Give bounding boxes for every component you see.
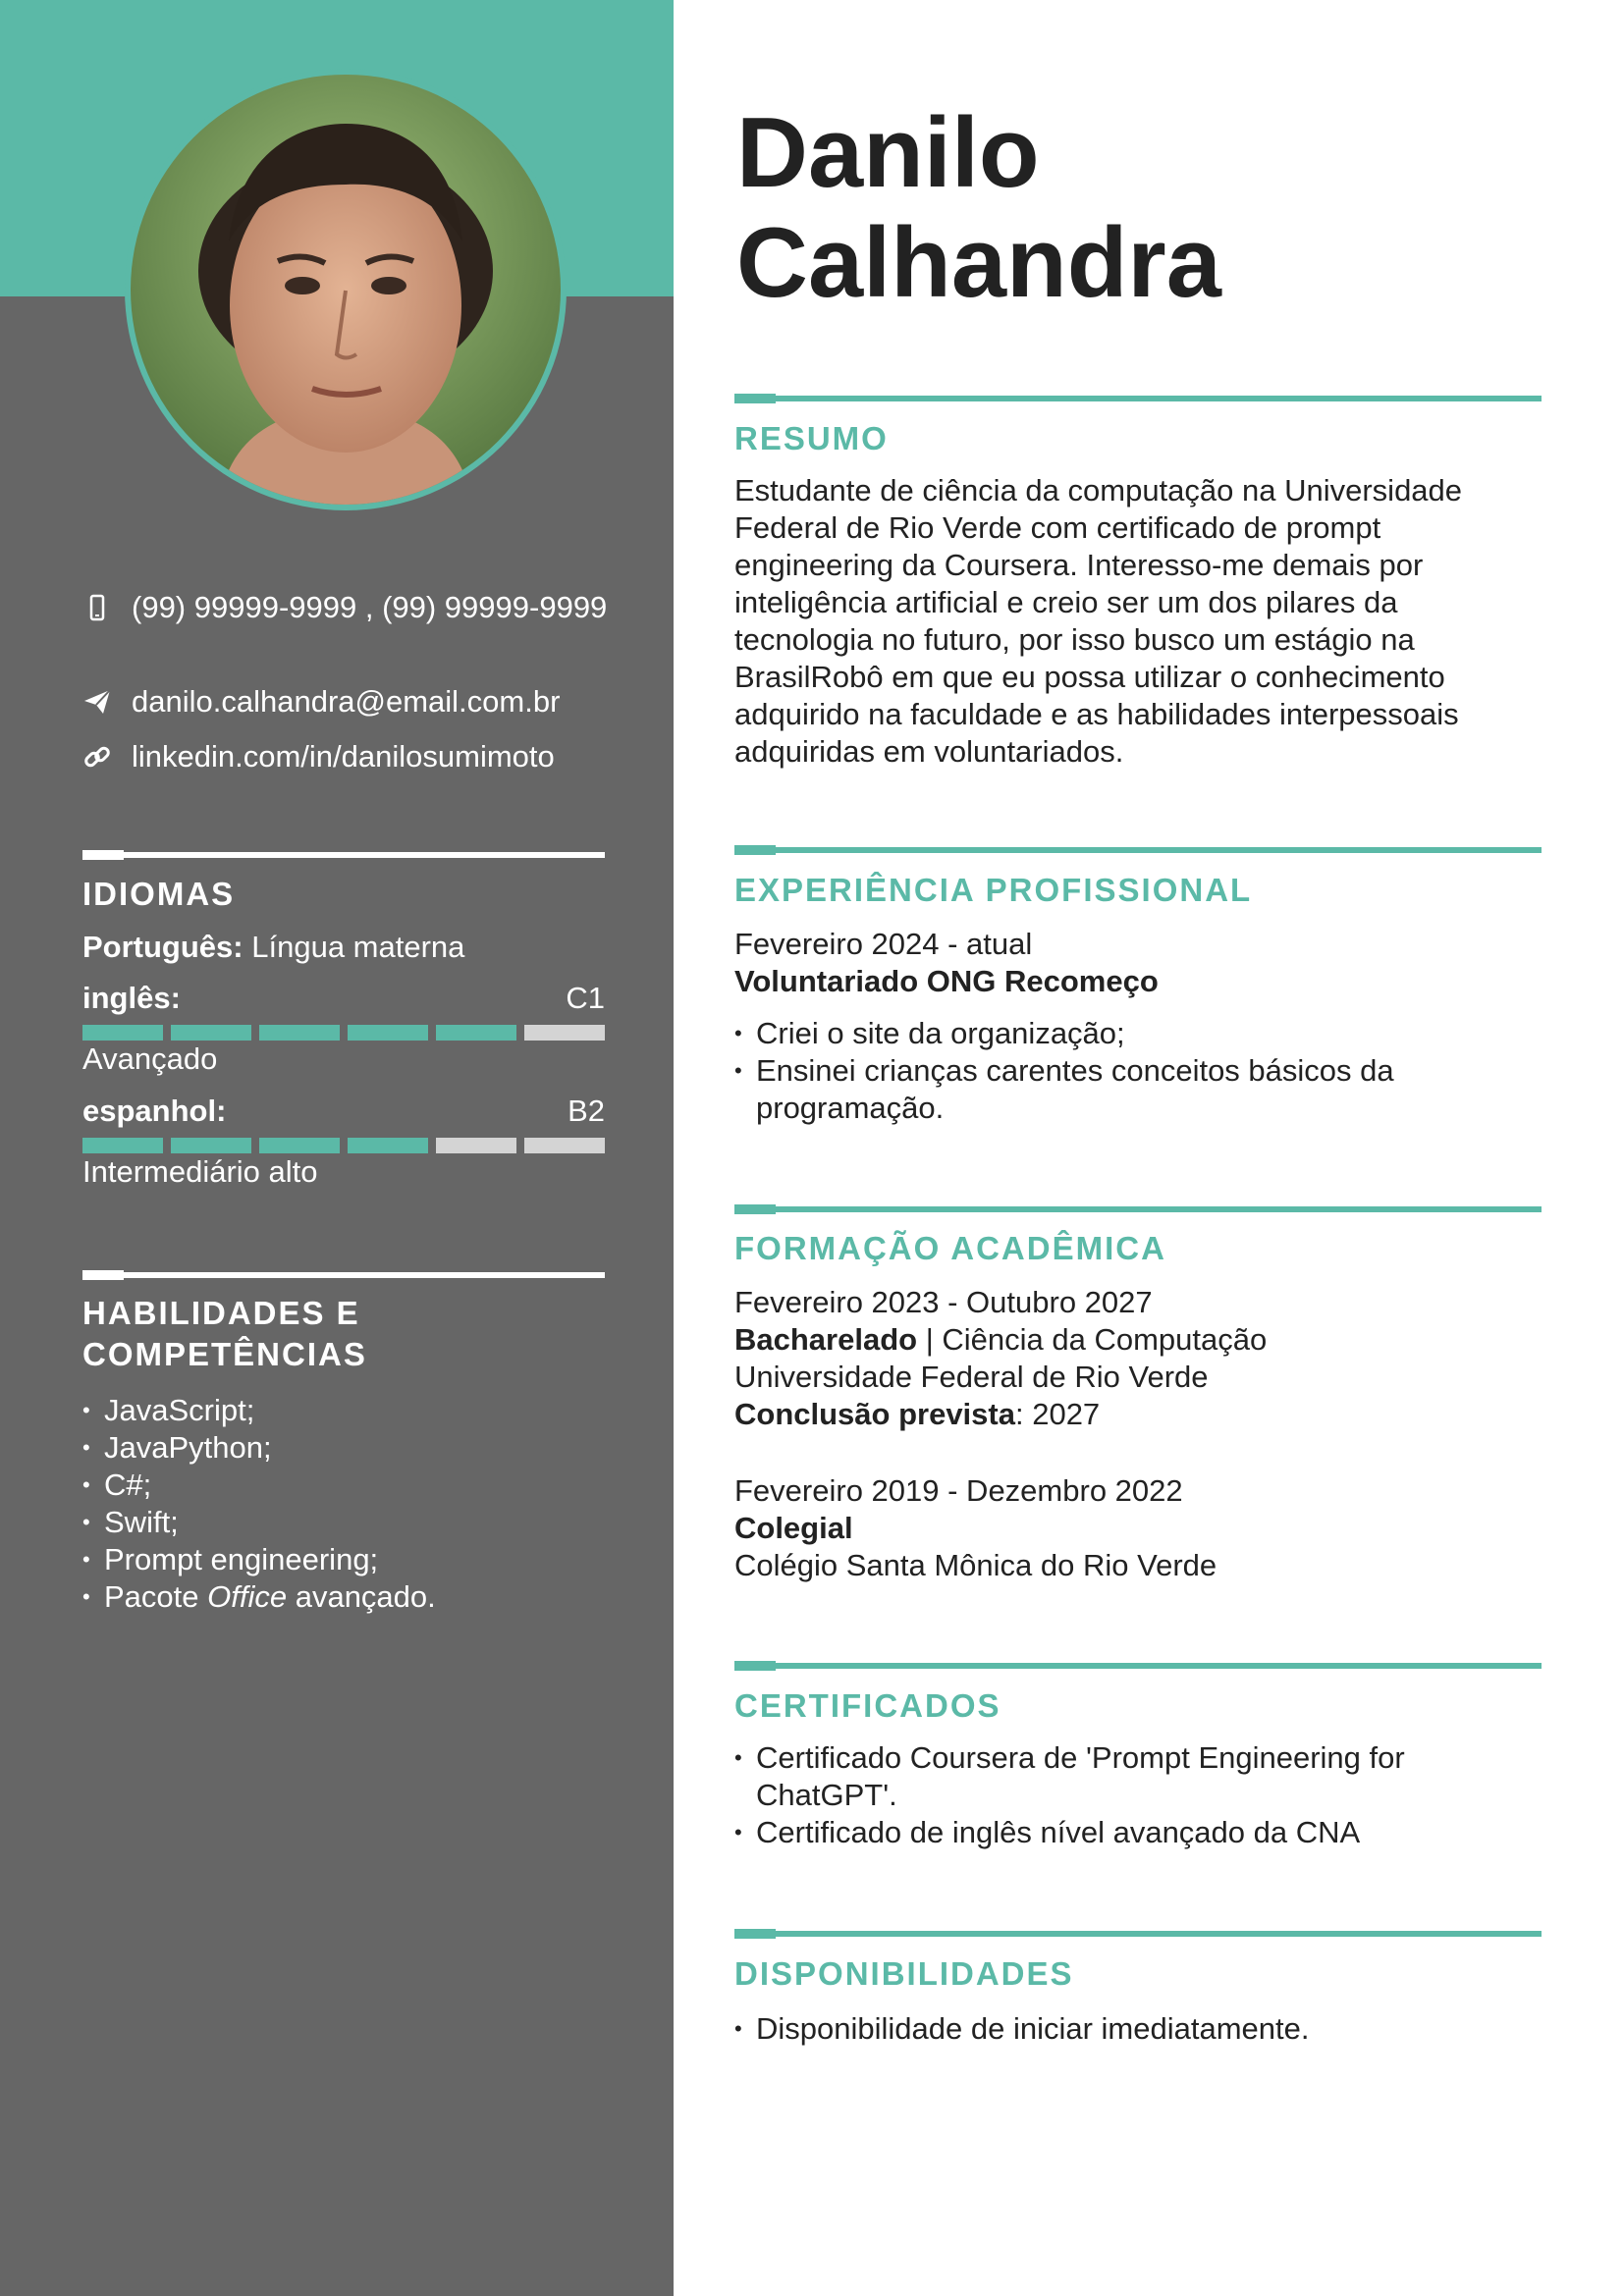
language-level-code: B2 [568, 1094, 605, 1128]
education-degree: Colegial [734, 1511, 853, 1545]
skill-italic: Office [207, 1579, 288, 1614]
experience-period: Fevereiro 2024 - atual [734, 927, 1033, 961]
section-divider [734, 1206, 1542, 1212]
section-divider [734, 1663, 1542, 1669]
skill-prefix: Pacote [104, 1579, 208, 1614]
contact-linkedin[interactable] [82, 738, 613, 775]
language-spanish [82, 1093, 605, 1130]
education-institution: Colégio Santa Mônica do Rio Verde [734, 1548, 1217, 1582]
level-segment-filled [259, 1025, 340, 1041]
completion-value: : 2027 [1014, 1397, 1101, 1431]
languages-heading: IDIOMAS [82, 876, 236, 912]
level-segment-filled [436, 1025, 516, 1041]
level-segment-filled [82, 1025, 163, 1041]
linkedin-link[interactable]: linkedin.com/in/danilosumimoto [132, 739, 555, 774]
education-completion [734, 1396, 1542, 1433]
experience-title: Voluntariado ONG Recomeço [734, 964, 1159, 998]
language-level-text: Intermediário alto [82, 1154, 318, 1189]
language-english [82, 980, 605, 1017]
section-divider [734, 1931, 1542, 1937]
skill-item [82, 1578, 436, 1616]
language-level-text: Avançado [82, 1041, 218, 1076]
language-level-bar [82, 1025, 605, 1041]
skill-item: • C#; [82, 1467, 436, 1504]
language-name: inglês: [82, 981, 181, 1015]
summary-text: Estudante de ciência da computação na Universidade Federal de Rio Verde com certificado de prompt engineering da Coursera. Interesso-me demais por inteligência artificial e creio ser um dos pilares da tecnologia no futuro, por isso busco um estágio na BrasilRobô em que eu possa utilizar o conhecimento adquirido na faculdade e as habilidades interpessoais adquiridas em voluntariados. [734, 473, 1463, 769]
native-language-label: Português: [82, 930, 243, 964]
first-name: Danilo [736, 98, 1040, 208]
skills-heading: HABILIDADES E COMPETÊNCIAS [82, 1295, 367, 1372]
skills-list [82, 1392, 436, 1616]
level-segment-filled [171, 1138, 251, 1153]
contact-phone [82, 589, 613, 626]
section-divider [734, 396, 1542, 401]
avatar [131, 75, 561, 505]
phone-icon [82, 593, 112, 622]
level-segment-filled [171, 1025, 251, 1041]
experience-bullets [734, 1015, 1542, 1127]
experience-bullet: • Criei o site da organização; [734, 1015, 1542, 1052]
level-segment-empty [524, 1138, 605, 1153]
degree-name: Bacharelado [734, 1322, 918, 1357]
email-link[interactable]: danilo.calhandra@email.com.br [132, 684, 561, 719]
last-name: Calhandra [736, 208, 1221, 318]
completion-label: Conclusão prevista [734, 1397, 1015, 1431]
certificate-item: • Certificado Coursera de 'Prompt Engineering for ChatGPT'. [734, 1739, 1542, 1814]
link-icon [82, 742, 112, 772]
availability-list [734, 2010, 1542, 2048]
degree-course: Ciência da Computação [942, 1322, 1268, 1357]
level-segment-filled [82, 1138, 163, 1153]
experience-heading: EXPERIÊNCIA PROFISSIONAL [734, 872, 1253, 908]
section-divider [82, 1272, 605, 1278]
education-heading: FORMAÇÃO ACADÊMICA [734, 1230, 1166, 1266]
skill-item: • JavaScript; [82, 1392, 436, 1429]
degree-separator: | [917, 1322, 943, 1357]
education-period: Fevereiro 2019 - Dezembro 2022 [734, 1473, 1183, 1508]
skill-item: • Prompt engineering; [82, 1541, 436, 1578]
education-institution: Universidade Federal de Rio Verde [734, 1360, 1209, 1394]
profile-photo [125, 69, 567, 510]
level-segment-empty [436, 1138, 516, 1153]
native-language-value: Língua materna [251, 930, 465, 964]
native-language [82, 929, 605, 966]
section-divider [734, 847, 1542, 853]
level-segment-filled [259, 1138, 340, 1153]
skill-item: • JavaPython; [82, 1429, 436, 1467]
summary-heading: RESUMO [734, 420, 889, 456]
language-level-code: C1 [566, 981, 605, 1015]
availability-heading: DISPONIBILIDADES [734, 1955, 1074, 1992]
certificate-item: • Certificado de inglês nível avançado da CNA [734, 1814, 1542, 1851]
education-period: Fevereiro 2023 - Outubro 2027 [734, 1285, 1153, 1319]
full-name [736, 98, 1221, 318]
level-segment-filled [348, 1025, 428, 1041]
language-level-bar [82, 1138, 605, 1153]
certificates-heading: CERTIFICADOS [734, 1687, 1001, 1724]
contact-email[interactable] [82, 683, 613, 721]
language-name: espanhol: [82, 1094, 227, 1128]
level-segment-filled [348, 1138, 428, 1153]
education-degree [734, 1321, 1542, 1359]
skill-item: • Swift; [82, 1504, 436, 1541]
phone-text: (99) 99999-9999 , (99) 99999-9999 [132, 590, 608, 624]
skill-suffix: avançado. [287, 1579, 436, 1614]
experience-bullet: • Ensinei crianças carentes conceitos básicos da programação. [734, 1052, 1542, 1127]
level-segment-empty [524, 1025, 605, 1041]
availability-item: • Disponibilidade de iniciar imediatamente. [734, 2010, 1542, 2048]
certificates-list [734, 1739, 1542, 1851]
send-icon [82, 687, 112, 717]
section-divider [82, 852, 605, 858]
